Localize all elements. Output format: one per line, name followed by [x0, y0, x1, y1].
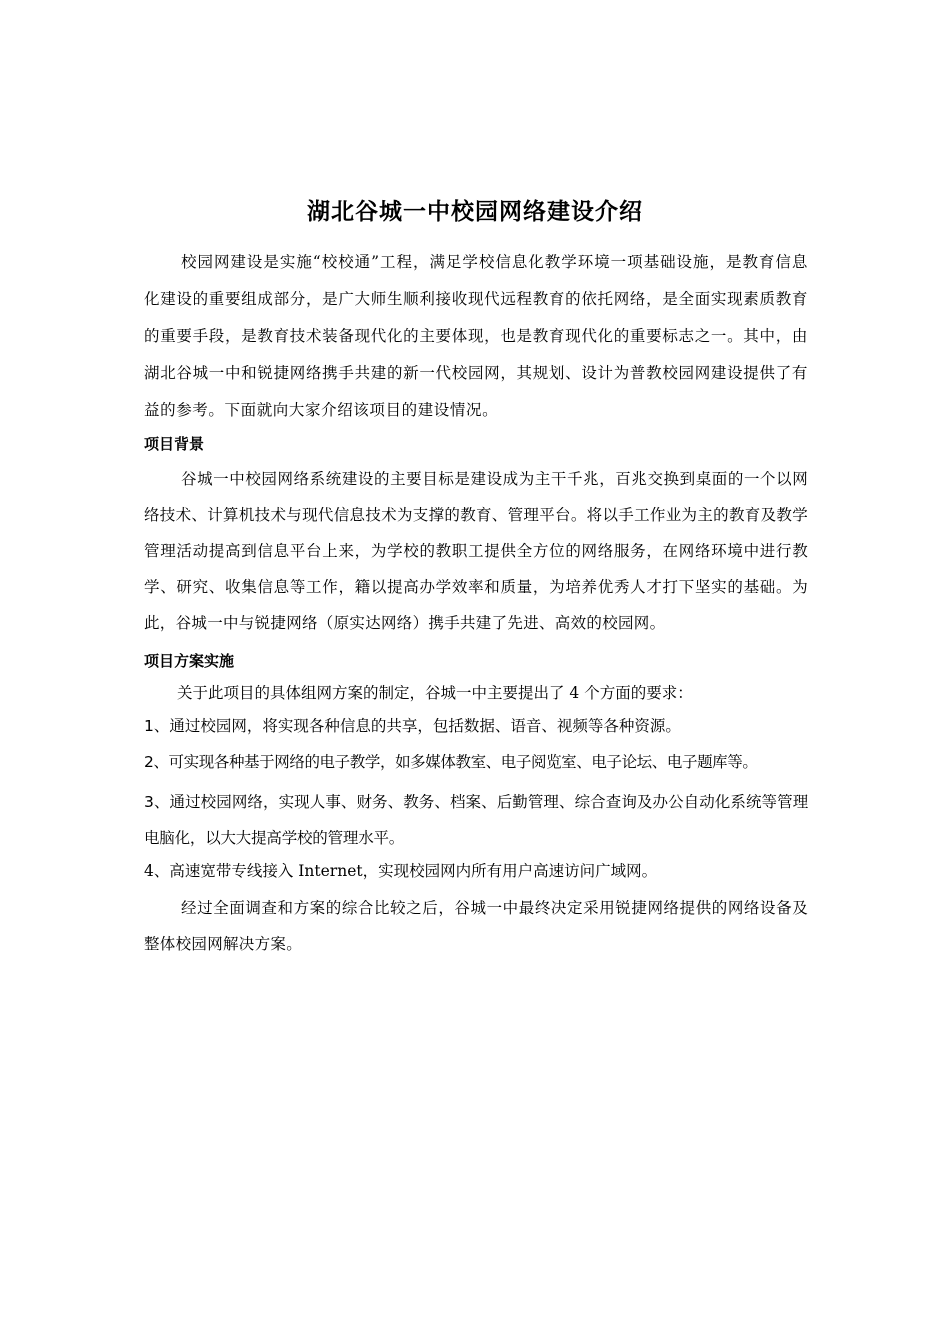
section-heading-background: 项目背景	[144, 435, 205, 453]
conclusion-paragraph: 经过全面调查和方案的综合比较之后，谷城一中最终决定采用锐捷网络提供的网络设备及整体校园网解决方案。	[144, 899, 808, 953]
background-paragraph: 谷城一中校园网络系统建设的主要目标是建设成为主干千兆，百兆交换到桌面的一个以网络技术、计算机技术与现代信息技术为支撑的教育、管理平台。将以手工作业为主的教育及教学管理活动提高到信息平台上来，为学校的教职工提供全方位的网络服务，在网络环境中进行教学、研究、收集信息等工作，籍以提高办学效率和质量，为培养优秀人才打下坚实的基础。为此，谷城一中与锐捷网络（原实达网络）携手共建了先进、高效的校园网。	[144, 470, 808, 632]
section-heading-plan: 项目方案实施	[144, 652, 235, 670]
intro-paragraph: 校园网建设是实施“校校通”工程，满足学校信息化教学环境一项基础设施，是教育信息化建设的重要组成部分，是广大师生顺利接收现代远程教育的依托网络，是全面实现素质教育的重要手段，是教育技术装备现代化的主要体现，也是教育现代化的重要标志之一。其中，由湖北谷城一中和锐捷网络携手共建的新一代校园网，其规划、设计为普教校园网建设提供了有益的参考。下面就向大家介绍该项目的建设情况。	[144, 253, 808, 419]
requirement-item-4: 4、高速宽带专线接入 Internet，实现校园网内所有用户高速访问广域网。	[144, 862, 658, 880]
document-title: 湖北谷城一中校园网络建设介绍	[307, 199, 643, 225]
plan-intro-paragraph: 关于此项目的具体组网方案的制定，谷城一中主要提出了 4 个方面的要求：	[177, 684, 693, 702]
requirement-item-3: 3、通过校园网络，实现人事、财务、教务、档案、后勤管理、综合查询及办公自动化系统等管理电脑化，以大大提高学校的管理水平。	[144, 793, 808, 847]
requirement-item-2: 2、可实现各种基于网络的电子教学，如多媒体教室、电子阅览室、电子论坛、电子题库等。	[144, 753, 758, 771]
requirement-item-1: 1、通过校园网，将实现各种信息的共享，包括数据、语音、视频等各种资源。	[144, 717, 681, 735]
